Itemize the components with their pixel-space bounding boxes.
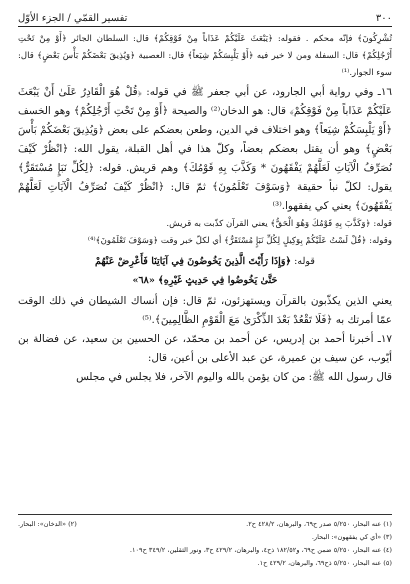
running-header	[18, 10, 392, 27]
paragraph: ١٧ـ أخبرنا أحمد بن إدريس، عن أحمد بن محمّد، عن الحسين بن سعيد، عن فضالة بن أيّوب، عن سيف بن عميرة، عن عبد الأعلى بن أعين، قال:	[18, 333, 392, 365]
verse-line-1: ﴿وَإِذَا رَأَيْتَ الَّذِينَ يَخُوضُونَ فِي آيَاتِنَا فَأَعْرِضْ عَنْهُمْ	[95, 256, 292, 268]
paragraph: قوله: ﴿وَكَذَّبَ بِهِ قَوْمُكَ وَهُوَ الْحَقُّ﴾ يعني القرآن كذّبت به قريش.	[166, 218, 392, 229]
running-title: تفسير القمّي / الجزء الأوّل	[18, 13, 128, 24]
footnote: (١) عنه البحار، ٥/٢٥٠ صدر ح٦٩، والبرهان، ٤٢٨/٢ ح٢.	[246, 520, 392, 528]
footnote: (٣) «أي كي يفقهون»: البحار.	[311, 533, 392, 541]
page-number: ٣٠٠	[375, 13, 392, 24]
paragraph: وقوله: ﴿قُلْ لَسْتُ عَلَيْكُمْ بِوَكِيلٍ لِكُلِّ نَبَإٍ مُسْتَقَرٌّ﴾ أي لكلّ خبر وقت ﴿وَسَوْفَ تَعْلَمُونَ﴾⁽⁴⁾	[87, 235, 392, 246]
document-page	[18, 10, 392, 576]
quranic-verse	[18, 252, 392, 290]
footnote: (٤) عنه البحار، ٥/٢٥٠ ضمن ح٦٩، و١٨٢/٥٢ ذح٤، والبرهان، ٤٢٩/٢ ح٣، ونور الثقلين، ٣٤٩/٢ ح١٠٩.	[129, 546, 392, 554]
footnote: (٢) «الدخان»: البحار.	[18, 520, 77, 528]
footnotes	[18, 514, 392, 570]
paragraph: يعني الذين يكذّبون بالقرآن ويستهزئون، ثمّ قال: فإن أنساك الشيطان في ذلك الوقت عمّا أمرتك به ﴿فَلَا تَقْعُدْ بَعْدَ الذِّكْرَىٰ مَعَ الْقَوْمِ الظَّالِمِينَ﴾.⁽⁵⁾	[18, 295, 392, 327]
main-text	[18, 31, 392, 387]
paragraph: ١٦ـ وفي رواية أبي الجارود، عن أبي جعفر ﷺ في قوله: ﴿قُلْ هُوَ الْقَادِرُ عَلَىٰ أَنْ يَبْعَثَ عَلَيْكُمْ عَذَاباً مِنْ فَوْقِكُمْ﴾ قال: هو الدخان⁽²⁾ والصيحة ﴿أَوْ مِنْ تَحْتِ أَرْجُلِكُمْ﴾ وهو الخسف ﴿أَوْ يَلْبِسَكُمْ شِيَعاً﴾ وهو اختلاف في الدين، وطعن بعضكم على بعض ﴿وَيُذِيقَ بَعْضَكُمْ بَأْسَ بَعْضٍ﴾ وهو أن يقتل بعضكم بعضاً، وكلّ هذا في أهل القبلة، يقول الله: ﴿انْظُرْ كَيْفَ نُصَرِّفُ الْآيَاتِ لَعَلَّهُمْ يَفْقَهُونَ * وَكَذَّبَ بِهِ قَوْمُكَ﴾ وهم قريش. قوله: ﴿لِكُلِّ نَبَإٍ مُسْتَقَرٌّ﴾ يقول: لكلّ نبأ حقيقة ﴿وَسَوْفَ تَعْلَمُونَ﴾ ثمّ قال: ﴿انْظُرْ كَيْفَ نُصَرِّفُ الْآيَاتِ لَعَلَّهُمْ يَفْقَهُونَ﴾ يعني كي يفقهوا.⁽³⁾	[18, 85, 392, 212]
footnote: (٥) عنه البحار، ٥/٢٥٠ ذح٦٩، والبرهان، ٤٢٩/٢ ح١.	[257, 559, 392, 567]
paragraph: قال رسول الله ﷺ: من كان يؤمن بالله واليوم الآخر، فلا يجلس في مجلس	[76, 371, 392, 384]
verse-line-2: حَتَّىٰ يَخُوضُوا فِي حَدِيثٍ غَيْرِهِ﴾ «٦٨»	[132, 275, 278, 287]
verse-intro: قوله:	[291, 256, 315, 268]
paragraph: تُشْرِكُونَ﴾ فإنّه محكم . فقوله: ﴿يَبْعَثَ عَلَيْكُمْ عَذَاباً مِنْ فَوْقِكُمْ﴾ قال: السلطان الجائر ﴿أَوْ مِنْ تَحْتِ أَرْجُلِكُمْ﴾ قال: السفلة ومن لا خير فيه ﴿أَوْ يَلْبِسَكُمْ شِيَعاً﴾ قال: العصبية ﴿وَيُذِيقَ بَعْضَكُمْ بَأْسَ بَعْضٍ﴾ قال: سوء الجوار.⁽¹⁾	[18, 34, 392, 79]
